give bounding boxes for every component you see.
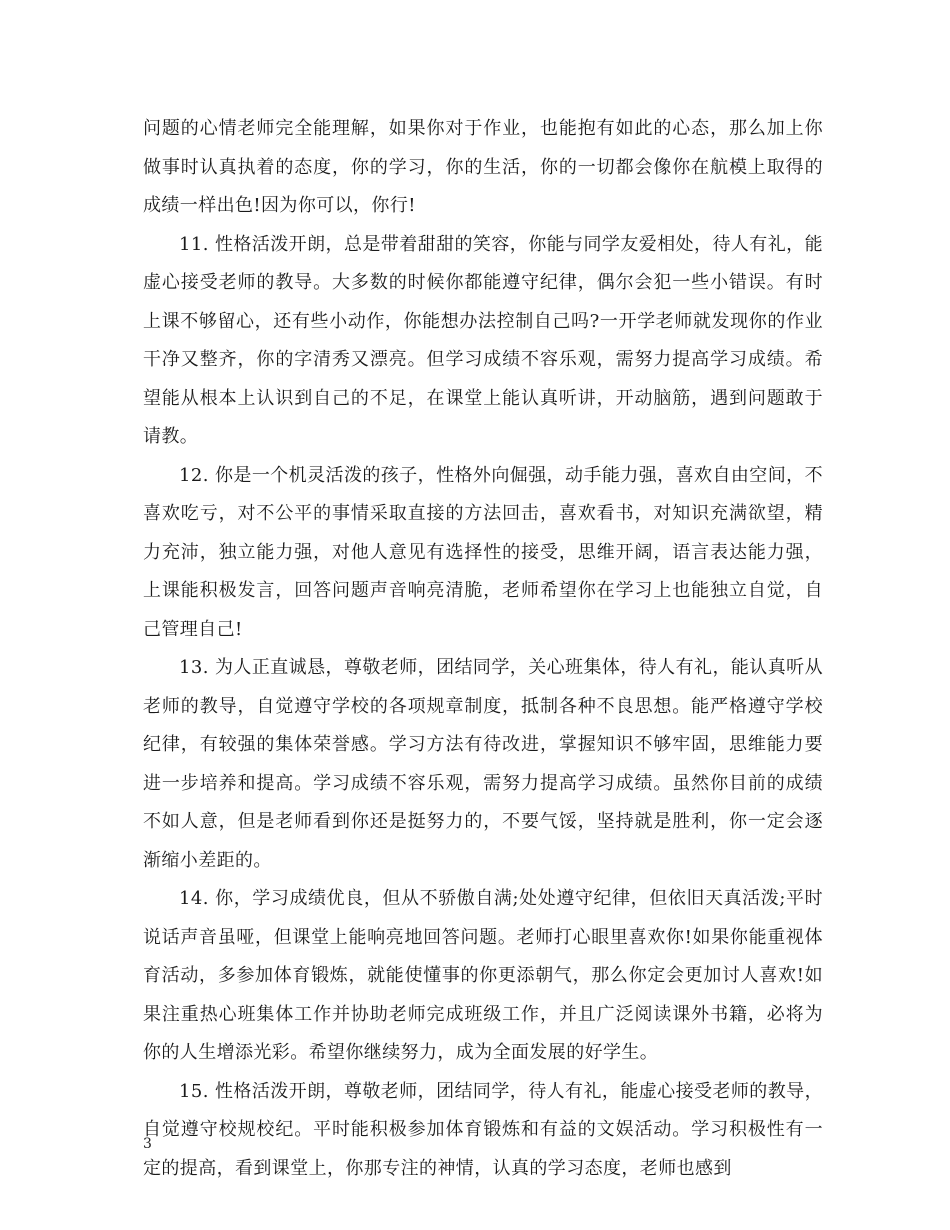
paragraph-15: 15. 性格活泼开朗，尊敬老师，团结同学，待人有礼，能虚心接受老师的教导，自觉遵守校规校纪。平时能积极参加体育锻炼和有益的文娱活动。学习积极性有一定的提高，看到课堂上，你那专注的神情，认真的学习态度，老师也感到 [143,1080,823,1179]
paragraph-14: 14. 你，学习成绩优良，但从不骄傲自满;处处遵守纪律，但依旧天真活泼;平时说话声音虽哑，但课堂上能响亮地回答问题。老师打心眼里喜欢你!如果你能重视体育活动，多参加体育锻炼，就能使懂事的你更添朝气，那么你定会更加讨人喜欢!如果注重热心班集体工作并协助老师完成班级工作，并且广泛阅读课外书籍，必将为你的人生增添光彩。希望你继续努力，成为全面发展的好学生。 [143,888,823,1063]
paragraph-13: 13. 为人正直诚恳，尊敬老师，团结同学，关心班集体，待人有礼，能认真听从老师的教导，自觉遵守学校的各项规章制度，抵制各种不良思想。能严格遵守学校纪律，有较强的集体荣誉感。学习方法有待改进，掌握知识不够牢固，思维能力要进一步培养和提高。学习成绩不容乐观，需努力提高学习成绩。虽然你目前的成绩不如人意，但是老师看到你还是挺努力的，不要气馁，坚持就是胜利，你一定会逐渐缩小差距的。 [143,657,823,871]
page-number: 3 [143,1136,152,1152]
document-body [143,110,823,1188]
paragraph-11: 11. 性格活泼开朗，总是带着甜甜的笑容，你能与同学友爱相处，待人有礼，能虚心接受老师的教导。大多数的时候你都能遵守纪律，偶尔会犯一些小错误。有时上课不够留心，还有些小动作，你能想办法控制自己吗?一开学老师就发现你的作业干净又整齐，你的字清秀又漂亮。但学习成绩不容乐观，需努力提高学习成绩。希望能从根本上认识到自己的不足，在课堂上能认真听讲，开动脑筋，遇到问题敢于请教。 [143,233,823,447]
paragraph-continued: 问题的心情老师完全能理解，如果你对于作业，也能抱有如此的心态，那么加上你做事时认真执着的态度，你的学习，你的生活，你的一切都会像你在航模上取得的成绩一样出色!因为你可以，你行! [143,118,823,216]
paragraph-12: 12. 你是一个机灵活泼的孩子，性格外向倔强，动手能力强，喜欢自由空间，不喜欢吃亏，对不公平的事情采取直接的方法回击，喜欢看书，对知识充满欲望，精力充沛，独立能力强，对他人意见有选择性的接受，思维开阔，语言表达能力强，上课能积极发言，回答问题声音响亮清脆，老师希望你在学习上也能独立自觉，自己管理自己! [143,464,823,640]
